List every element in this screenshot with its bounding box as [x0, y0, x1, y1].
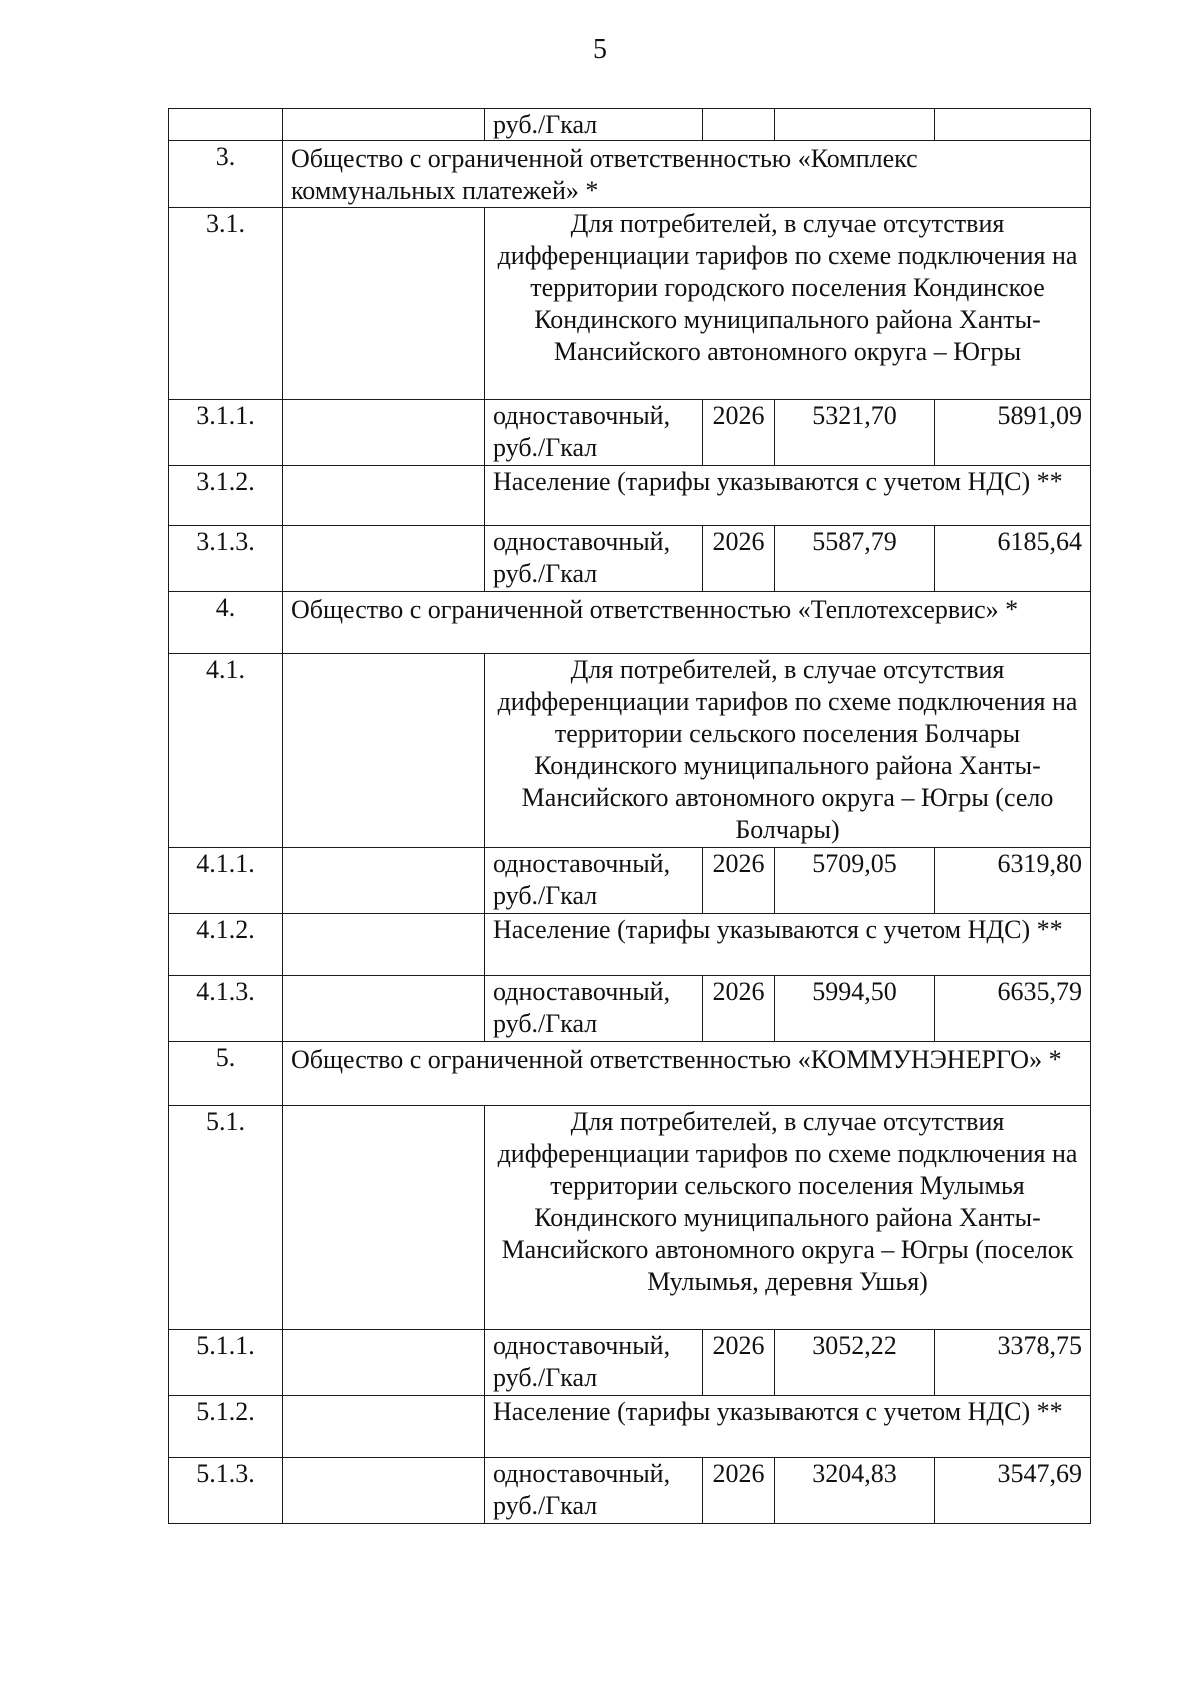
number-cell: [169, 109, 283, 141]
empty-cell: [283, 208, 485, 400]
tariff-row: [169, 400, 1091, 466]
tariff-type: одноставочный, руб./Гкал: [485, 976, 703, 1042]
tariff-year: 2026: [703, 526, 775, 592]
consumer-description: Для потребителей, в случае отсутствия дифференциации тарифов по схеме подключения на территории сельского поселения Мулымья Кондинского муниципального района Ханты-Мансийского автономного округа – Югры (поселок Мулымья, деревня Ушья): [485, 1106, 1091, 1330]
tariff-year: 2026: [703, 848, 775, 914]
row-number: 5.1.2.: [169, 1396, 283, 1458]
page-number: 5: [593, 34, 607, 65]
empty-cell: [283, 466, 485, 526]
tariff-row: [169, 1458, 1091, 1524]
tariff-value: 6185,64: [935, 526, 1091, 592]
empty-cell: [283, 1106, 485, 1330]
row-number: 3.1.1.: [169, 400, 283, 466]
tariff-value: 3547,69: [935, 1458, 1091, 1524]
tariff-year: 2026: [703, 976, 775, 1042]
tariff-value: 5709,05: [775, 848, 935, 914]
organization-row: [169, 141, 1091, 208]
tariff-type: одноставочный, руб./Гкал: [485, 1330, 703, 1396]
consumer-group-row: [169, 654, 1091, 848]
consumer-description: Для потребителей, в случае отсутствия дифференциации тарифов по схеме подключения на территории сельского поселения Болчары Кондинского муниципального района Ханты-Мансийского автономного округа – Югры (село Болчары): [485, 654, 1091, 848]
row-number: 4.: [169, 592, 283, 654]
organization-name: Общество с ограниченной ответственностью «Теплотехсервис» *: [283, 592, 1091, 654]
tariff-row: [169, 848, 1091, 914]
tariff-value: 5891,09: [935, 400, 1091, 466]
tariff-table: [168, 108, 1091, 1524]
population-note: Население (тарифы указываются с учетом НДС) **: [485, 914, 1091, 976]
tariff-year: 2026: [703, 1330, 775, 1396]
population-note: Население (тарифы указываются с учетом НДС) **: [485, 466, 1091, 526]
year-cell: [703, 109, 775, 141]
tariff-value: 6319,80: [935, 848, 1091, 914]
tariff-type: одноставочный, руб./Гкал: [485, 400, 703, 466]
row-number: 5.1.1.: [169, 1330, 283, 1396]
tariff-value: 6635,79: [935, 976, 1091, 1042]
tariff-row: [169, 526, 1091, 592]
tariff-value: 5587,79: [775, 526, 935, 592]
empty-cell: [283, 654, 485, 848]
empty-cell: [283, 400, 485, 466]
empty-cell: [283, 109, 485, 141]
organization-row: [169, 592, 1091, 654]
empty-cell: [283, 1396, 485, 1458]
empty-cell: [283, 976, 485, 1042]
organization-name: Общество с ограниченной ответственностью «Комплекс коммунальных платежей» *: [283, 141, 1091, 208]
population-row: [169, 914, 1091, 976]
row-number: 5.1.3.: [169, 1458, 283, 1524]
row-number: 4.1.2.: [169, 914, 283, 976]
empty-cell: [283, 848, 485, 914]
tariff-row: [169, 976, 1091, 1042]
row-number: 3.1.2.: [169, 466, 283, 526]
tariff-value: 3204,83: [775, 1458, 935, 1524]
tariff-value: 5321,70: [775, 400, 935, 466]
row-number: 3.1.: [169, 208, 283, 400]
organization-row: [169, 1042, 1091, 1106]
tariff-value: 3378,75: [935, 1330, 1091, 1396]
row-number: 4.1.1.: [169, 848, 283, 914]
organization-name: Общество с ограниченной ответственностью «КОММУНЭНЕРГО» *: [283, 1042, 1091, 1106]
population-row: [169, 466, 1091, 526]
tariff-type: одноставочный, руб./Гкал: [485, 526, 703, 592]
tariff-year: 2026: [703, 400, 775, 466]
tariff-row: [169, 1330, 1091, 1396]
table-row: [169, 109, 1091, 141]
tariff-type: одноставочный, руб./Гкал: [485, 1458, 703, 1524]
value-cell: [775, 109, 935, 141]
tariff-value: 3052,22: [775, 1330, 935, 1396]
row-number: 5.: [169, 1042, 283, 1106]
tariff-value: 5994,50: [775, 976, 935, 1042]
tariff-type: одноставочный, руб./Гкал: [485, 848, 703, 914]
row-number: 3.1.3.: [169, 526, 283, 592]
population-note: Население (тарифы указываются с учетом НДС) **: [485, 1396, 1091, 1458]
empty-cell: [283, 1458, 485, 1524]
row-number: 4.1.3.: [169, 976, 283, 1042]
tariff-year: 2026: [703, 1458, 775, 1524]
row-number: 3.: [169, 141, 283, 208]
row-number: 4.1.: [169, 654, 283, 848]
row-number: 5.1.: [169, 1106, 283, 1330]
population-row: [169, 1396, 1091, 1458]
consumer-group-row: [169, 208, 1091, 400]
value-cell: [935, 109, 1091, 141]
empty-cell: [283, 1330, 485, 1396]
empty-cell: [283, 914, 485, 976]
empty-cell: [283, 526, 485, 592]
unit-cell: руб./Гкал: [485, 109, 703, 141]
consumer-group-row: [169, 1106, 1091, 1330]
consumer-description: Для потребителей, в случае отсутствия дифференциации тарифов по схеме подключения на территории городского поселения Кондинское Кондинского муниципального района Ханты-Мансийского автономного округа – Югры: [485, 208, 1091, 400]
